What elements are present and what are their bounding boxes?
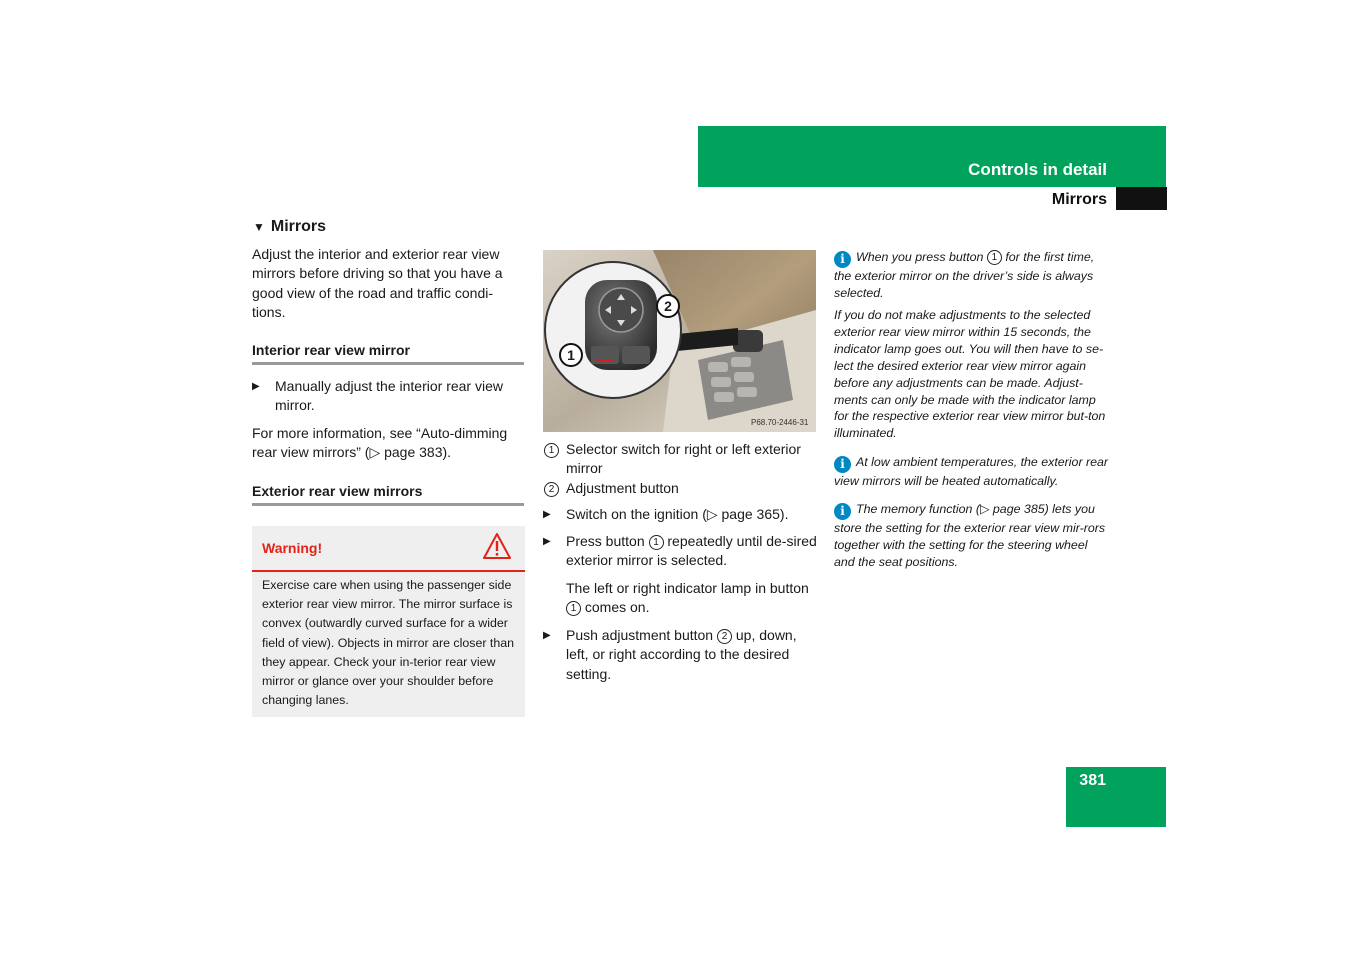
note-text: At low ambient temperatures, the exterior rear view mirrors will be heated automatically. <box>834 455 1109 488</box>
section-title <box>253 218 326 236</box>
ref-number: 1 <box>566 601 581 616</box>
step-item <box>543 626 818 684</box>
step-item <box>543 532 818 571</box>
legend-text: Adjustment button <box>566 479 679 496</box>
warning-triangle-icon <box>482 532 512 560</box>
mirror-switch-photo <box>543 250 816 432</box>
note-text: The memory function (▷ page 385) lets you store the setting for the exterior rear view mir-rors together with the setting for the steering wheel and the seat positions. <box>834 502 1106 569</box>
legend-number: 1 <box>544 443 559 458</box>
step-text: Push adjustment button <box>566 627 714 643</box>
legend-item <box>543 440 818 479</box>
interior-heading: Interior rear view mirror <box>252 342 410 358</box>
interior-more-info: For more information, see “Auto-dimming rear view mirrors” (▷ page 383). <box>252 425 508 461</box>
callout-1: 1 <box>559 343 583 367</box>
ref-number: 2 <box>717 629 732 644</box>
section-title-text: Mirrors <box>270 218 327 235</box>
legend-text: Selector switch for right or left exterior mirror <box>566 441 801 477</box>
step-1 <box>543 505 818 524</box>
ref-number: 1 <box>649 535 664 550</box>
step-item: ▶ Manually adjust the interior rear view mirror. <box>252 377 524 416</box>
info-note-1 <box>834 249 1110 302</box>
warning-title: Warning! <box>262 540 323 556</box>
info-icon: i <box>834 503 851 520</box>
warning-text: Exercise care when using the passenger side exterior rear view mirror. The mirror surface is convex (outwardly curved surface for a wider field of view). Objects in mirror are closer than they appear. Check your in-terior rear view mirror or glance over your shoulder before changing lanes. <box>262 578 515 708</box>
legend-item <box>543 479 818 498</box>
step-text: up, down, left, or right according to the desired setting. <box>566 627 797 682</box>
note-text: The left or right indicator lamp in button <box>566 580 809 596</box>
info-icon: i <box>834 251 851 268</box>
info-icon: i <box>834 456 851 473</box>
chapter-title: Controls in detail <box>968 160 1107 179</box>
heading-rule <box>252 503 524 506</box>
note-text: comes on. <box>584 599 650 616</box>
note-text: When you press button <box>856 250 984 264</box>
callout-2: 2 <box>656 294 680 318</box>
page-number: 381 <box>1079 772 1106 789</box>
step-3 <box>543 626 818 684</box>
interior-step <box>252 377 524 416</box>
info-note-3 <box>834 501 1110 571</box>
heading-rule <box>252 362 524 365</box>
step-text: Press button <box>566 533 645 549</box>
step-text: repeatedly until de-sired exterior mirror is selected. <box>566 533 817 569</box>
step-2-note <box>543 579 818 618</box>
step-item: ▶ Switch on the ignition (▷ page 365). <box>543 505 818 524</box>
legend-number: 2 <box>544 482 559 497</box>
triangle-down-icon: ▼ <box>253 220 265 234</box>
step-2 <box>543 532 818 571</box>
intro-paragraph: Adjust the interior and exterior rear view mirrors before driving so that you have a good view of the road and traffic condi-tions. <box>252 246 503 320</box>
figure-legend <box>543 440 818 498</box>
info-note-1b: If you do not make adjustments to the selected exterior rear view mirror within 15 seconds, the indicator lamp goes out. You will then have to se-lect the desired exterior rear view mirror again before any adjustments can be made. Adjust-ments can only be made with the indicator lamp for the respective exterior rear view mirror but-ton illuminated. <box>834 308 1106 441</box>
section-tab <box>1116 187 1167 210</box>
door-panel-illustration <box>543 250 816 432</box>
info-note-2 <box>834 454 1110 490</box>
section-label: Mirrors <box>1051 191 1107 208</box>
ref-number: 1 <box>987 250 1002 265</box>
exterior-heading: Exterior rear view mirrors <box>252 483 423 499</box>
figure-code: P68.70-2446-31 <box>751 418 809 427</box>
note-text: for the first time, the exterior mirror on the driver’s side is always selected. <box>834 250 1095 300</box>
